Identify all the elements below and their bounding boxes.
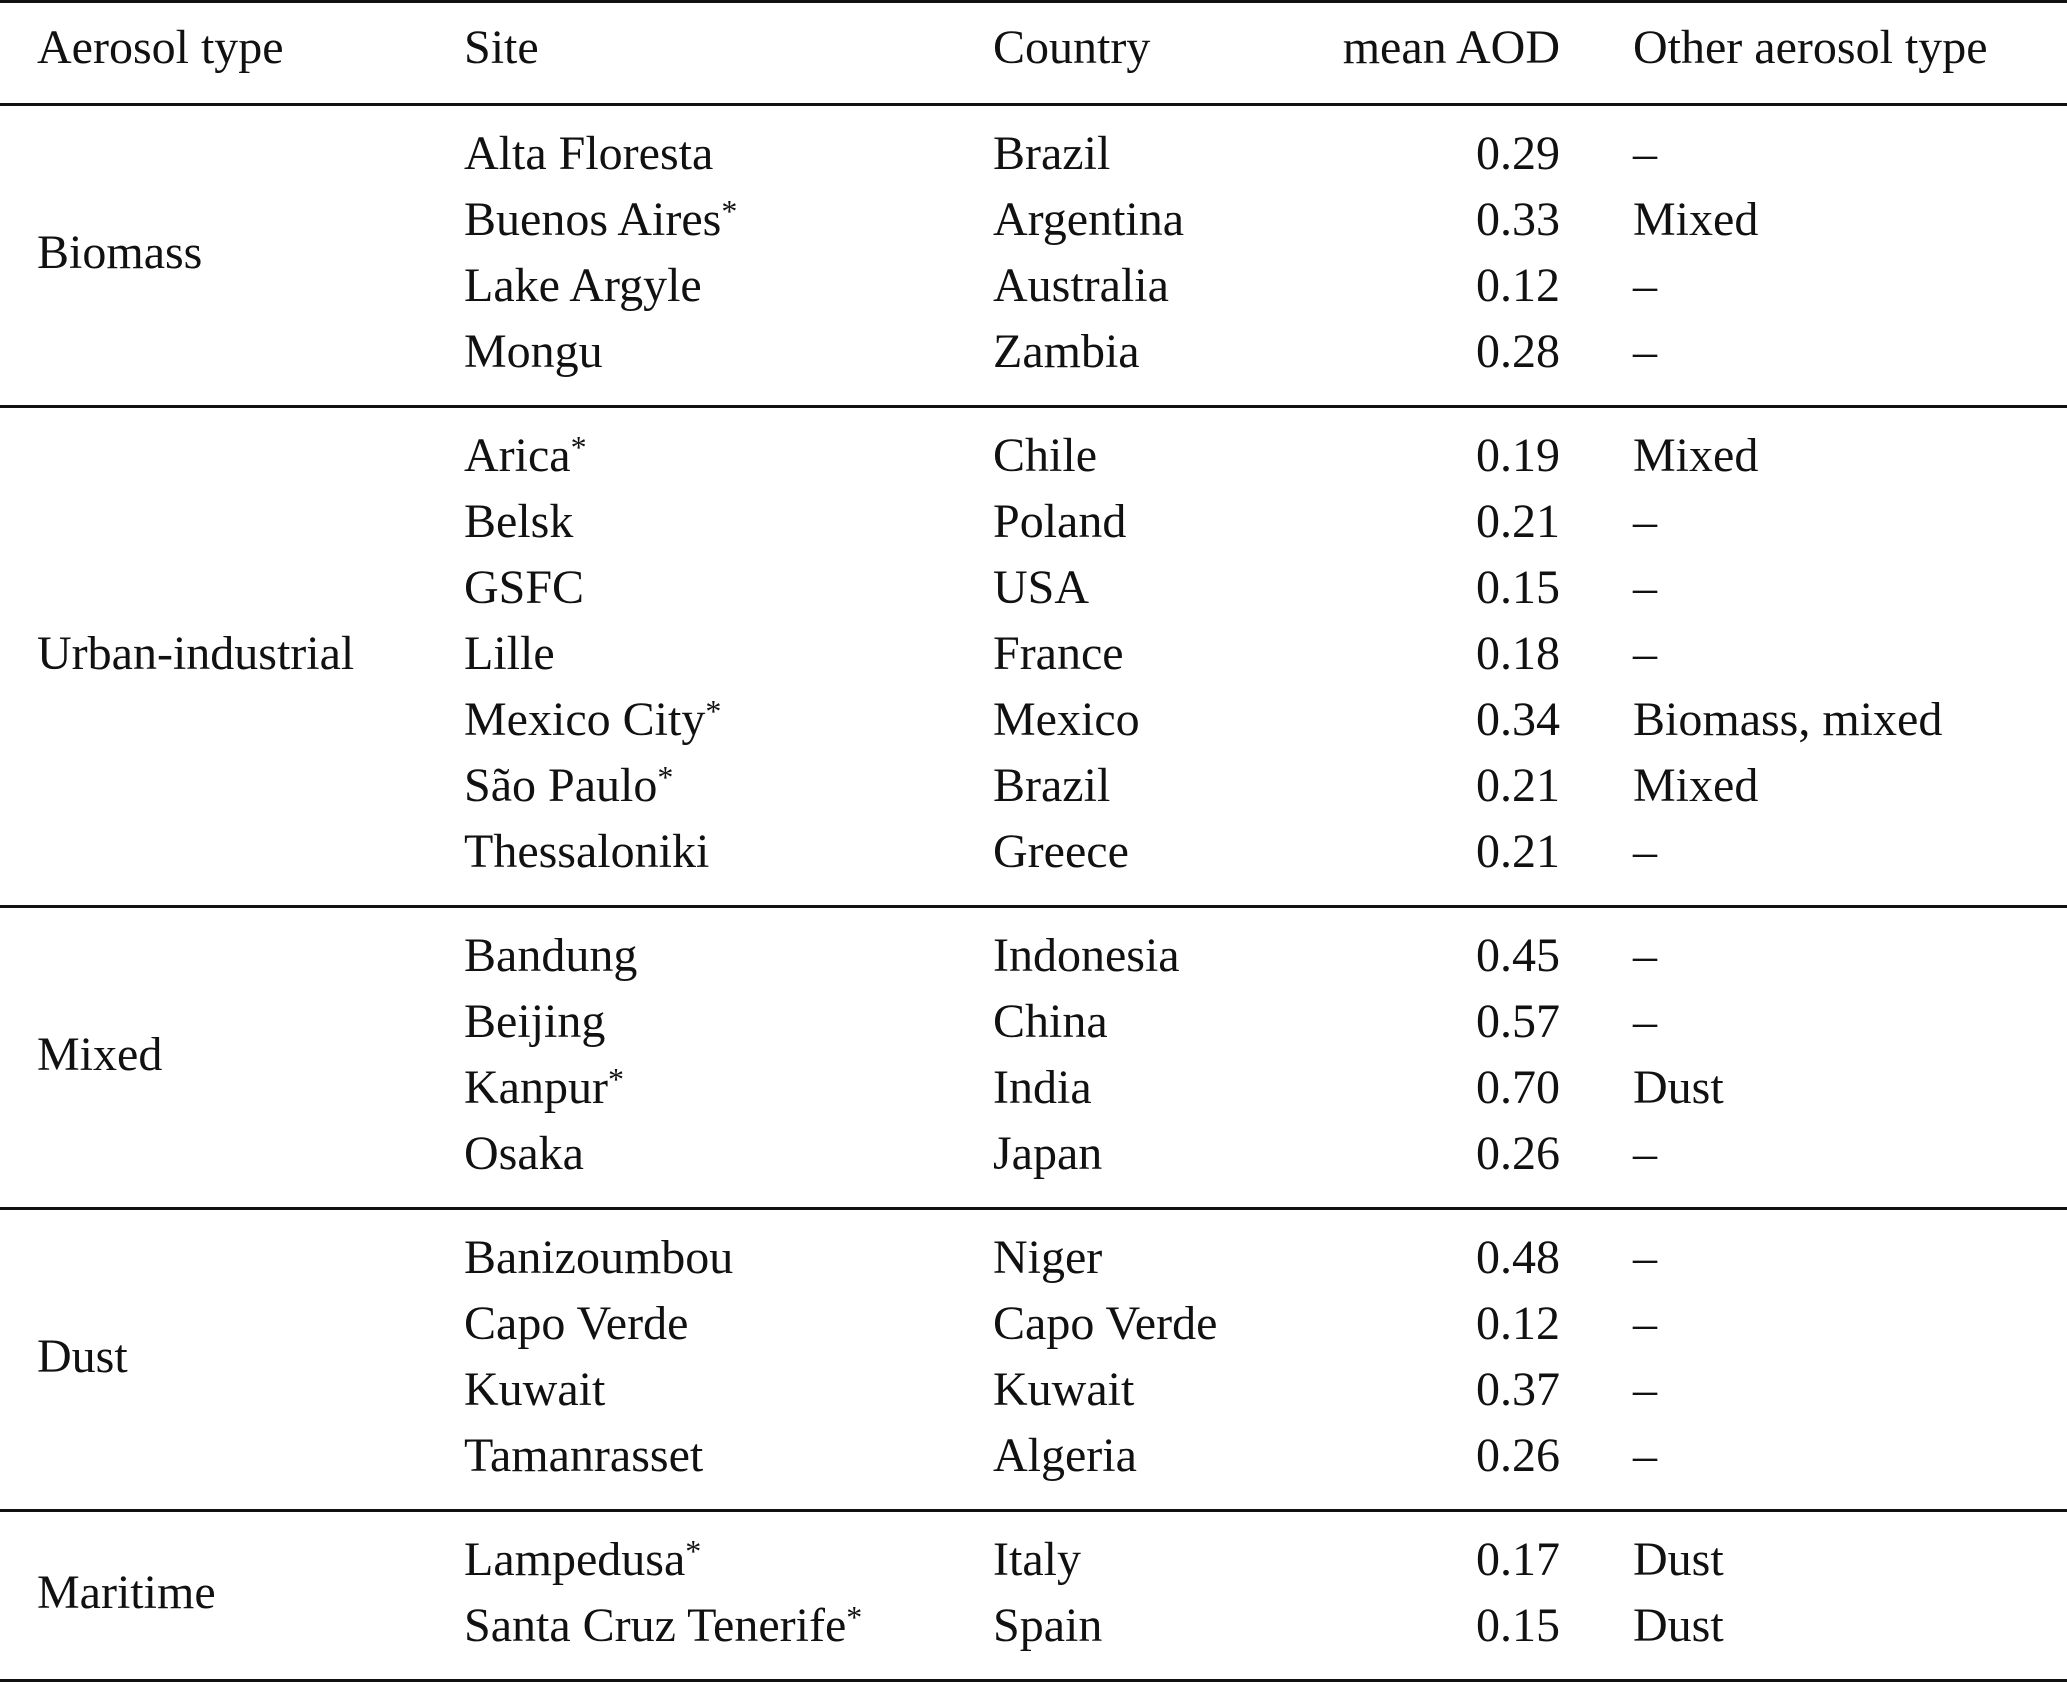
table-row xyxy=(0,989,2067,1055)
table-row xyxy=(0,423,2067,489)
table-row xyxy=(0,1291,2067,1357)
mean-aod-cell: 0.45 xyxy=(1476,929,1560,982)
site-cell xyxy=(464,1055,624,1121)
country-cell: Algeria xyxy=(993,1429,1137,1482)
group-label: Dust xyxy=(37,1330,128,1383)
site-cell xyxy=(464,121,713,187)
header-aerosol-type: Aerosol type xyxy=(37,21,284,74)
table-row xyxy=(0,1423,2067,1489)
site-name: Mongu xyxy=(464,325,603,378)
site-name: GSFC xyxy=(464,561,585,614)
other-aerosol-type-cell: Dust xyxy=(1633,1061,1724,1114)
table-row xyxy=(0,687,2067,753)
other-aerosol-type-cell: – xyxy=(1633,561,1657,614)
site-cell xyxy=(464,1291,688,1357)
site-cell xyxy=(464,1225,733,1291)
site-cell xyxy=(464,923,637,989)
mean-aod-cell: 0.19 xyxy=(1476,429,1560,482)
other-aerosol-type-cell: Mixed xyxy=(1633,193,1759,246)
site-name: Alta Floresta xyxy=(464,127,714,180)
country-cell: France xyxy=(993,627,1124,680)
group-label: Urban-industrial xyxy=(37,627,355,680)
mean-aod-cell: 0.37 xyxy=(1476,1363,1560,1416)
mean-aod-cell: 0.21 xyxy=(1476,495,1560,548)
group-rule xyxy=(0,1509,2067,1512)
site-name: Thessaloniki xyxy=(464,825,710,878)
group-label: Maritime xyxy=(37,1566,216,1619)
other-aerosol-type-cell: – xyxy=(1633,325,1657,378)
mean-aod-cell: 0.48 xyxy=(1476,1231,1560,1284)
other-aerosol-type-cell: – xyxy=(1633,929,1657,982)
table-row xyxy=(0,1357,2067,1423)
footnote-marker: * xyxy=(705,693,722,729)
footnote-marker: * xyxy=(721,193,738,229)
mean-aod-cell: 0.17 xyxy=(1476,1533,1560,1586)
country-cell: Japan xyxy=(993,1127,1103,1180)
mean-aod-cell: 0.21 xyxy=(1476,825,1560,878)
site-cell xyxy=(464,1423,703,1489)
site-name: Lille xyxy=(464,627,555,680)
site-cell xyxy=(464,1121,584,1187)
other-aerosol-type-cell: – xyxy=(1633,1297,1657,1350)
site-cell xyxy=(464,253,702,319)
site-name: Belsk xyxy=(464,495,574,548)
site-name: Capo Verde xyxy=(464,1297,689,1350)
site-name: Beijing xyxy=(464,995,606,1048)
table-row xyxy=(0,1055,2067,1121)
mean-aod-cell: 0.15 xyxy=(1476,1599,1560,1652)
table-row xyxy=(0,1225,2067,1291)
site-name: Arica xyxy=(464,429,571,482)
group-label: Mixed xyxy=(37,1028,163,1081)
mean-aod-cell: 0.28 xyxy=(1476,325,1560,378)
table-row xyxy=(0,489,2067,555)
country-cell: Capo Verde xyxy=(993,1297,1218,1350)
country-cell: Greece xyxy=(993,825,1129,878)
country-cell: Brazil xyxy=(993,127,1111,180)
site-name: Bandung xyxy=(464,929,638,982)
site-cell xyxy=(464,1593,862,1659)
table-row xyxy=(0,1121,2067,1187)
table-row xyxy=(0,319,2067,385)
site-name: São Paulo xyxy=(464,759,658,812)
other-aerosol-type-cell: – xyxy=(1633,1231,1657,1284)
header-other-aerosol-type: Other aerosol type xyxy=(1633,21,1988,74)
other-aerosol-type-cell: Mixed xyxy=(1633,759,1759,812)
footnote-marker: * xyxy=(685,1533,702,1569)
mean-aod-cell: 0.70 xyxy=(1476,1061,1560,1114)
table-row xyxy=(0,121,2067,187)
site-name: Mexico City xyxy=(464,693,706,746)
country-cell: Indonesia xyxy=(993,929,1180,982)
table-row xyxy=(0,555,2067,621)
mean-aod-cell: 0.26 xyxy=(1476,1429,1560,1482)
site-name: Banizoumbou xyxy=(464,1231,734,1284)
table-row xyxy=(0,253,2067,319)
country-cell: Kuwait xyxy=(993,1363,1135,1416)
table-header-row xyxy=(0,15,2067,81)
mean-aod-cell: 0.33 xyxy=(1476,193,1560,246)
other-aerosol-type-cell: Dust xyxy=(1633,1533,1724,1586)
other-aerosol-type-cell: – xyxy=(1633,825,1657,878)
mean-aod-cell: 0.18 xyxy=(1476,627,1560,680)
group-rule xyxy=(0,1207,2067,1210)
group-rule xyxy=(0,405,2067,408)
site-name: Lampedusa xyxy=(464,1533,686,1586)
mean-aod-cell: 0.15 xyxy=(1476,561,1560,614)
site-name: Buenos Aires xyxy=(464,193,722,246)
site-name: Kuwait xyxy=(464,1363,606,1416)
site-name: Santa Cruz Tenerife xyxy=(464,1599,847,1652)
other-aerosol-type-cell: – xyxy=(1633,259,1657,312)
site-cell xyxy=(464,687,721,753)
country-cell: Mexico xyxy=(993,693,1140,746)
site-cell xyxy=(464,621,555,687)
other-aerosol-type-cell: Mixed xyxy=(1633,429,1759,482)
mean-aod-cell: 0.26 xyxy=(1476,1127,1560,1180)
top-rule xyxy=(0,0,2067,3)
country-cell: China xyxy=(993,995,1108,1048)
header-mean-aod: mean AOD xyxy=(1342,21,1560,74)
mean-aod-cell: 0.29 xyxy=(1476,127,1560,180)
country-cell: Zambia xyxy=(993,325,1140,378)
country-cell: India xyxy=(993,1061,1092,1114)
group-rule xyxy=(0,905,2067,908)
table-row xyxy=(0,819,2067,885)
site-cell xyxy=(464,187,737,253)
site-cell xyxy=(464,819,709,885)
group-label: Biomass xyxy=(37,226,203,279)
footnote-marker: * xyxy=(846,1599,863,1635)
country-cell: Chile xyxy=(993,429,1097,482)
country-cell: Brazil xyxy=(993,759,1111,812)
other-aerosol-type-cell: Biomass, mixed xyxy=(1633,693,1943,746)
mean-aod-cell: 0.21 xyxy=(1476,759,1560,812)
country-cell: Italy xyxy=(993,1533,1081,1586)
country-cell: Niger xyxy=(993,1231,1103,1284)
site-name: Kanpur xyxy=(464,1061,608,1114)
country-cell: USA xyxy=(993,561,1090,614)
header-site: Site xyxy=(464,21,539,74)
header-rule xyxy=(0,103,2067,106)
site-name: Lake Argyle xyxy=(464,259,702,312)
other-aerosol-type-cell: – xyxy=(1633,1429,1657,1482)
table-row xyxy=(0,923,2067,989)
table-row xyxy=(0,753,2067,819)
mean-aod-cell: 0.34 xyxy=(1476,693,1560,746)
other-aerosol-type-cell: – xyxy=(1633,1127,1657,1180)
other-aerosol-type-cell: – xyxy=(1633,495,1657,548)
other-aerosol-type-cell: – xyxy=(1633,627,1657,680)
site-cell xyxy=(464,1357,605,1423)
footnote-marker: * xyxy=(607,1061,624,1097)
mean-aod-cell: 0.12 xyxy=(1476,1297,1560,1350)
other-aerosol-type-cell: – xyxy=(1633,127,1657,180)
site-name: Osaka xyxy=(464,1127,584,1180)
table-row xyxy=(0,187,2067,253)
site-cell xyxy=(464,319,603,385)
mean-aod-cell: 0.57 xyxy=(1476,995,1560,1048)
country-cell: Argentina xyxy=(993,193,1185,246)
mean-aod-cell: 0.12 xyxy=(1476,259,1560,312)
country-cell: Spain xyxy=(993,1599,1103,1652)
other-aerosol-type-cell: Dust xyxy=(1633,1599,1724,1652)
site-cell xyxy=(464,489,573,555)
site-cell xyxy=(464,555,584,621)
footnote-marker: * xyxy=(570,429,587,465)
site-cell xyxy=(464,753,673,819)
site-cell xyxy=(464,423,587,489)
other-aerosol-type-cell: – xyxy=(1633,1363,1657,1416)
header-country: Country xyxy=(993,21,1151,74)
site-cell xyxy=(464,1527,701,1593)
table-row xyxy=(0,1593,2067,1659)
table-row xyxy=(0,1527,2067,1593)
country-cell: Poland xyxy=(993,495,1127,548)
footnote-marker: * xyxy=(657,759,674,795)
site-name: Tamanrasset xyxy=(464,1429,704,1482)
site-cell xyxy=(464,989,605,1055)
country-cell: Australia xyxy=(993,259,1169,312)
other-aerosol-type-cell: – xyxy=(1633,995,1657,1048)
table-row xyxy=(0,621,2067,687)
